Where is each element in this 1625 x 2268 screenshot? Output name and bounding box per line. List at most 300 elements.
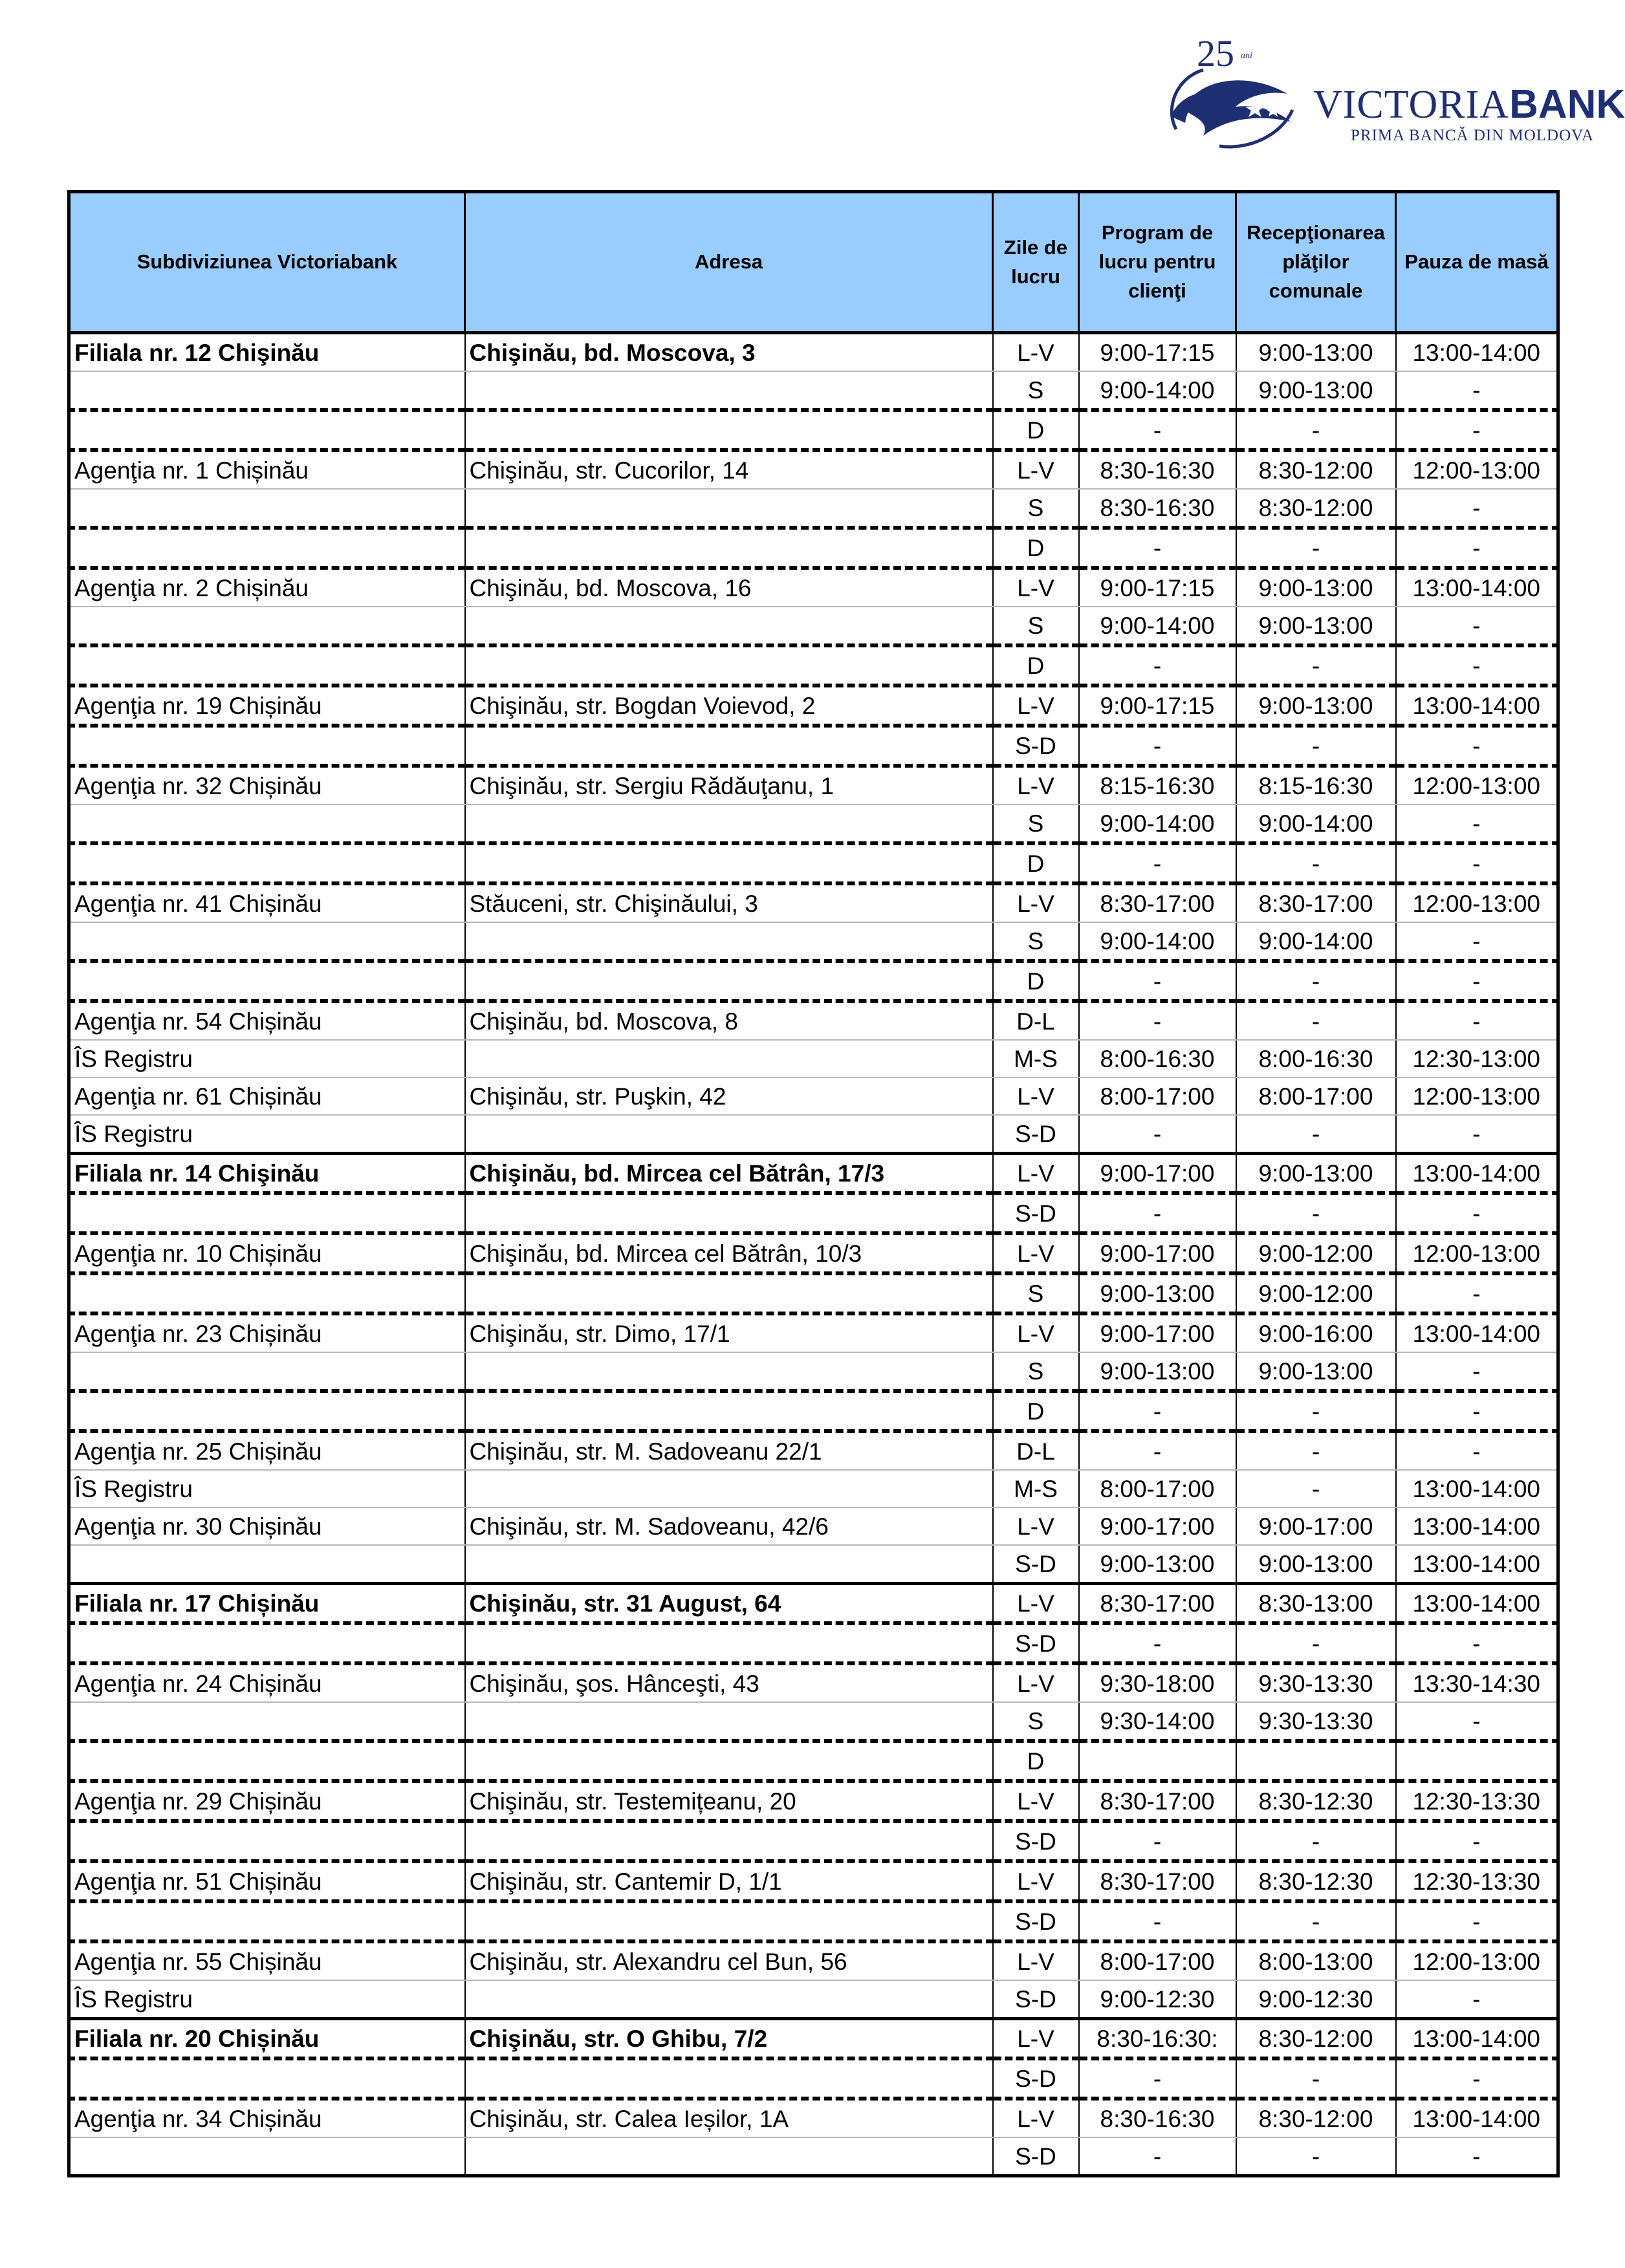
- branch-address: Chişinău, str. Alexandru cel Bun, 56: [465, 1941, 993, 1980]
- svg-text:ani: ani: [1241, 51, 1252, 61]
- utilities-payment-hours: -: [1236, 961, 1396, 1001]
- branch-address: Chişinău, str. Dimo, 17/1: [465, 1313, 993, 1352]
- branch-address: Chişinău, str. Calea Ieșilor, 1A: [465, 2099, 993, 2137]
- lunch-break: 13:00-14:00: [1396, 2099, 1558, 2137]
- branch-name: Agenţia nr. 29 Chișinău: [69, 1781, 465, 1821]
- branch-address: Chişinău, str. Testemițeanu, 20: [465, 1781, 993, 1821]
- working-days: L-V: [993, 2099, 1079, 2137]
- working-days: S-D: [993, 2058, 1079, 2099]
- branch-name: [69, 1901, 465, 1941]
- branch-address: Chişinău, str. M. Sadoveanu 22/1: [465, 1431, 993, 1470]
- client-hours: 9:30-18:00: [1079, 1663, 1236, 1702]
- utilities-payment-hours: 8:30-12:00: [1236, 489, 1396, 528]
- branch-name: [69, 2137, 465, 2176]
- lunch-break: 13:00-14:00: [1396, 1154, 1558, 1194]
- working-days: L-V: [993, 1861, 1079, 1901]
- logo-emblem-icon: [1158, 32, 1313, 155]
- client-hours: 9:00-13:00: [1079, 1352, 1236, 1391]
- lunch-break: -: [1396, 528, 1558, 568]
- branch-name: Agenţia nr. 51 Chișinău: [69, 1861, 465, 1901]
- utilities-payment-hours: 9:30-13:30: [1236, 1702, 1396, 1741]
- utilities-payment-hours: -: [1236, 1623, 1396, 1663]
- branch-address: [465, 371, 993, 410]
- branch-schedule-table: [67, 190, 1560, 2177]
- lunch-break: -: [1396, 805, 1558, 843]
- branch-name: Agenţia nr. 2 Chișinău: [69, 568, 465, 607]
- utilities-payment-hours: -: [1236, 1115, 1396, 1154]
- branch-name: [69, 726, 465, 766]
- client-hours: -: [1079, 1821, 1236, 1861]
- table-row: [69, 1233, 1558, 1273]
- branch-address: Chişinău, str. Cucorilor, 14: [465, 450, 993, 489]
- branch-name: Filiala nr. 20 Chișinău: [69, 2019, 465, 2059]
- table-row: [69, 1077, 1558, 1115]
- working-days: L-V: [993, 686, 1079, 726]
- header-address: Adresa: [465, 192, 993, 333]
- utilities-payment-hours: -: [1236, 1001, 1396, 1040]
- branch-name: [69, 489, 465, 528]
- utilities-payment-hours: -: [1236, 410, 1396, 450]
- utilities-payment-hours: -: [1236, 528, 1396, 568]
- utilities-payment-hours: 9:30-13:30: [1236, 1663, 1396, 1702]
- branch-address: [465, 1980, 993, 2019]
- working-days: D-L: [993, 1001, 1079, 1040]
- utilities-payment-hours: 9:00-13:00: [1236, 1154, 1396, 1194]
- table-row: [69, 1001, 1558, 1040]
- logo-tagline: PRIMA BANCĂ DIN MOLDOVA: [1351, 127, 1595, 144]
- branch-name: [69, 1741, 465, 1781]
- branch-address: [465, 1545, 993, 1584]
- lunch-break: -: [1396, 1821, 1558, 1861]
- working-days: S-D: [993, 1623, 1079, 1663]
- client-hours: 9:00-17:15: [1079, 686, 1236, 726]
- working-days: D-L: [993, 1431, 1079, 1470]
- table-row: [69, 843, 1558, 883]
- working-days: S-D: [993, 1901, 1079, 1941]
- working-days: L-V: [993, 766, 1079, 805]
- client-hours: -: [1079, 1193, 1236, 1233]
- brand-light: VICTORIA: [1313, 83, 1510, 127]
- branch-name: [69, 843, 465, 883]
- working-days: D: [993, 1391, 1079, 1431]
- utilities-payment-hours: 9:00-12:00: [1236, 1273, 1396, 1313]
- utilities-payment-hours: -: [1236, 1431, 1396, 1470]
- lunch-break: -: [1396, 1193, 1558, 1233]
- table-row: [69, 333, 1558, 372]
- branch-name: [69, 2058, 465, 2099]
- header-lunch-break: Pauza de masă: [1396, 192, 1558, 333]
- working-days: D: [993, 410, 1079, 450]
- client-hours: -: [1079, 528, 1236, 568]
- lunch-break: 12:00-13:00: [1396, 766, 1558, 805]
- branch-name: [69, 607, 465, 645]
- table-row: [69, 1193, 1558, 1233]
- branch-name: [69, 371, 465, 410]
- utilities-payment-hours: 8:00-13:00: [1236, 1941, 1396, 1980]
- branch-name: [69, 1391, 465, 1431]
- lunch-break: 13:00-14:00: [1396, 1313, 1558, 1352]
- lunch-break: 12:00-13:00: [1396, 1233, 1558, 1273]
- client-hours: [1079, 1741, 1236, 1781]
- table-row: [69, 1741, 1558, 1781]
- branch-address: [465, 1470, 993, 1507]
- branch-address: Chişinău, şos. Hânceşti, 43: [465, 1663, 993, 1702]
- branch-address: Chişinău, str. M. Sadoveanu, 42/6: [465, 1507, 993, 1545]
- table-row: [69, 1115, 1558, 1154]
- working-days: S-D: [993, 726, 1079, 766]
- branch-address: [465, 961, 993, 1001]
- working-days: S-D: [993, 1115, 1079, 1154]
- working-days: L-V: [993, 1781, 1079, 1821]
- table-row: [69, 528, 1558, 568]
- table-row: [69, 2137, 1558, 2176]
- client-hours: 8:30-17:00: [1079, 883, 1236, 922]
- table-row: [69, 1663, 1558, 1702]
- table-row: [69, 1545, 1558, 1584]
- utilities-payment-hours: -: [1236, 2058, 1396, 2099]
- working-days: L-V: [993, 333, 1079, 372]
- working-days: D: [993, 645, 1079, 686]
- utilities-payment-hours: 8:30-12:00: [1236, 450, 1396, 489]
- working-days: L-V: [993, 1233, 1079, 1273]
- branch-address: Chişinău, str. Puşkin, 42: [465, 1077, 993, 1115]
- lunch-break: -: [1396, 1001, 1558, 1040]
- working-days: D: [993, 961, 1079, 1001]
- branch-name: Agenţia nr. 25 Chișinău: [69, 1431, 465, 1470]
- utilities-payment-hours: 8:30-12:00: [1236, 2099, 1396, 2137]
- branch-name: Agenţia nr. 24 Chișinău: [69, 1663, 465, 1702]
- client-hours: 8:00-17:00: [1079, 1470, 1236, 1507]
- lunch-break: 13:00-14:00: [1396, 568, 1558, 607]
- branch-address: [465, 2137, 993, 2176]
- lunch-break: 13:00-14:00: [1396, 1470, 1558, 1507]
- utilities-payment-hours: 8:00-17:00: [1236, 1077, 1396, 1115]
- utilities-payment-hours: 9:00-13:00: [1236, 333, 1396, 372]
- branch-name: Agenţia nr. 41 Chișinău: [69, 883, 465, 922]
- utilities-payment-hours: -: [1236, 843, 1396, 883]
- utilities-payment-hours: -: [1236, 2137, 1396, 2176]
- branch-name: [69, 1545, 465, 1584]
- working-days: L-V: [993, 1154, 1079, 1194]
- lunch-break: 13:30-14:30: [1396, 1663, 1558, 1702]
- utilities-payment-hours: 9:00-12:30: [1236, 1980, 1396, 2019]
- branch-address: [465, 922, 993, 961]
- client-hours: -: [1079, 726, 1236, 766]
- working-days: S: [993, 1273, 1079, 1313]
- working-days: D: [993, 528, 1079, 568]
- lunch-break: -: [1396, 961, 1558, 1001]
- lunch-break: 12:30-13:30: [1396, 1861, 1558, 1901]
- branch-address: Chişinău, str. Cantemir D, 1/1: [465, 1861, 993, 1901]
- table-row: [69, 1431, 1558, 1470]
- anniversary-number: 25: [1197, 32, 1234, 74]
- table-row: [69, 1941, 1558, 1980]
- utilities-payment-hours: 9:00-16:00: [1236, 1313, 1396, 1352]
- lunch-break: -: [1396, 1273, 1558, 1313]
- branch-address: Chişinău, str. 31 August, 64: [465, 1584, 993, 1624]
- utilities-payment-hours: -: [1236, 1391, 1396, 1431]
- branch-name: ÎS Registru: [69, 1115, 465, 1154]
- lunch-break: 12:30-13:00: [1396, 1040, 1558, 1077]
- branch-name: [69, 528, 465, 568]
- branch-name: Agenţia nr. 19 Chișinău: [69, 686, 465, 726]
- table-row: [69, 686, 1558, 726]
- lunch-break: 12:00-13:00: [1396, 1941, 1558, 1980]
- utilities-payment-hours: -: [1236, 1901, 1396, 1941]
- lunch-break: -: [1396, 2058, 1558, 2099]
- branch-address: [465, 607, 993, 645]
- branch-name: Filiala nr. 14 Chişinău: [69, 1154, 465, 1194]
- branch-name: Agenţia nr. 54 Chișinău: [69, 1001, 465, 1040]
- client-hours: 9:00-17:15: [1079, 333, 1236, 372]
- utilities-payment-hours: -: [1236, 726, 1396, 766]
- working-days: L-V: [993, 1507, 1079, 1545]
- table-row: [69, 1313, 1558, 1352]
- lunch-break: -: [1396, 2137, 1558, 2176]
- lunch-break: -: [1396, 922, 1558, 961]
- working-days: S-D: [993, 2137, 1079, 2176]
- client-hours: -: [1079, 410, 1236, 450]
- branch-name: Agenţia nr. 1 Chișinău: [69, 450, 465, 489]
- working-days: D: [993, 843, 1079, 883]
- branch-name: [69, 961, 465, 1001]
- client-hours: 9:00-17:00: [1079, 1154, 1236, 1194]
- utilities-payment-hours: 9:00-12:00: [1236, 1233, 1396, 1273]
- branch-name: Agenţia nr. 55 Chișinău: [69, 1941, 465, 1980]
- branch-address: [465, 1115, 993, 1154]
- client-hours: -: [1079, 961, 1236, 1001]
- branch-name: Agenţia nr. 23 Chișinău: [69, 1313, 465, 1352]
- lunch-break: -: [1396, 1980, 1558, 2019]
- client-hours: 9:00-14:00: [1079, 922, 1236, 961]
- branch-address: [465, 2058, 993, 2099]
- working-days: S-D: [993, 1980, 1079, 2019]
- table-row: [69, 1470, 1558, 1507]
- table-row: [69, 1980, 1558, 2019]
- working-days: L-V: [993, 568, 1079, 607]
- client-hours: 9:00-17:00: [1079, 1313, 1236, 1352]
- branch-name: [69, 1623, 465, 1663]
- branch-address: Chişinău, str. Bogdan Voievod, 2: [465, 686, 993, 726]
- table-row: [69, 568, 1558, 607]
- table-body: [69, 333, 1558, 2176]
- lunch-break: -: [1396, 645, 1558, 686]
- utilities-payment-hours: 9:00-14:00: [1236, 922, 1396, 961]
- branch-name: ÎS Registru: [69, 1040, 465, 1077]
- working-days: L-V: [993, 2019, 1079, 2059]
- branch-name: [69, 410, 465, 450]
- table-row: [69, 961, 1558, 1001]
- utilities-payment-hours: 9:00-14:00: [1236, 805, 1396, 843]
- utilities-payment-hours: [1236, 1741, 1396, 1781]
- client-hours: -: [1079, 1431, 1236, 1470]
- table-row: [69, 410, 1558, 450]
- branch-name: [69, 645, 465, 686]
- client-hours: 8:30-17:00: [1079, 1861, 1236, 1901]
- lunch-break: -: [1396, 1702, 1558, 1741]
- utilities-payment-hours: 9:00-13:00: [1236, 371, 1396, 410]
- header-days: Zile de lucru: [993, 192, 1079, 333]
- branch-name: Agenţia nr. 32 Chișinău: [69, 766, 465, 805]
- lunch-break: -: [1396, 1115, 1558, 1154]
- lunch-break: -: [1396, 726, 1558, 766]
- table-row: [69, 645, 1558, 686]
- table-row: [69, 1781, 1558, 1821]
- utilities-payment-hours: 9:00-13:00: [1236, 1545, 1396, 1584]
- working-days: S: [993, 805, 1079, 843]
- branch-address: [465, 1391, 993, 1431]
- utilities-payment-hours: 9:00-13:00: [1236, 1352, 1396, 1391]
- logo-brand-text: [1313, 81, 1625, 128]
- branch-address: Chişinău, bd. Moscova, 8: [465, 1001, 993, 1040]
- working-days: L-V: [993, 1313, 1079, 1352]
- table-row: [69, 1273, 1558, 1313]
- lunch-break: 12:30-13:30: [1396, 1781, 1558, 1821]
- client-hours: -: [1079, 2058, 1236, 2099]
- working-days: L-V: [993, 1077, 1079, 1115]
- branch-address: [465, 528, 993, 568]
- client-hours: 9:00-13:00: [1079, 1273, 1236, 1313]
- lunch-break: 12:00-13:00: [1396, 1077, 1558, 1115]
- client-hours: -: [1079, 2137, 1236, 2176]
- branch-address: [465, 1821, 993, 1861]
- working-days: S-D: [993, 1821, 1079, 1861]
- table-row: [69, 1702, 1558, 1741]
- utilities-payment-hours: 8:30-12:00: [1236, 2019, 1396, 2059]
- utilities-payment-hours: 9:00-17:00: [1236, 1507, 1396, 1545]
- lunch-break: 13:00-14:00: [1396, 333, 1558, 372]
- utilities-payment-hours: 8:15-16:30: [1236, 766, 1396, 805]
- utilities-payment-hours: 8:30-12:30: [1236, 1861, 1396, 1901]
- branch-address: [465, 1193, 993, 1233]
- client-hours: 9:00-14:00: [1079, 805, 1236, 843]
- client-hours: -: [1079, 1901, 1236, 1941]
- branch-address: [465, 1741, 993, 1781]
- table-row: [69, 1623, 1558, 1663]
- table-row: [69, 1821, 1558, 1861]
- branch-address: Chişinău, bd. Moscova, 16: [465, 568, 993, 607]
- table-row: [69, 607, 1558, 645]
- client-hours: 8:30-17:00: [1079, 1584, 1236, 1624]
- lunch-break: -: [1396, 607, 1558, 645]
- branch-address: Chişinău, str. Sergiu Rădăuţanu, 1: [465, 766, 993, 805]
- lunch-break: -: [1396, 1623, 1558, 1663]
- client-hours: 8:00-16:30: [1079, 1040, 1236, 1077]
- table-row: [69, 450, 1558, 489]
- branch-address: [465, 645, 993, 686]
- branch-address: [465, 1352, 993, 1391]
- client-hours: 9:00-14:00: [1079, 607, 1236, 645]
- branch-address: [465, 1702, 993, 1741]
- table-row: [69, 1507, 1558, 1545]
- lunch-break: 13:00-14:00: [1396, 1545, 1558, 1584]
- client-hours: -: [1079, 1391, 1236, 1431]
- lunch-break: -: [1396, 489, 1558, 528]
- lunch-break: -: [1396, 410, 1558, 450]
- table-row: [69, 2099, 1558, 2137]
- branch-address: [465, 410, 993, 450]
- client-hours: 9:00-14:00: [1079, 371, 1236, 410]
- branch-name: Agenţia nr. 10 Chișinău: [69, 1233, 465, 1273]
- working-days: L-V: [993, 1584, 1079, 1624]
- table-row: [69, 1154, 1558, 1194]
- branch-address: Chişinău, bd. Mircea cel Bătrân, 10/3: [465, 1233, 993, 1273]
- table-row: [69, 1040, 1558, 1077]
- table-row: [69, 1584, 1558, 1624]
- header-program: Program de lucru pentru clienţi: [1079, 192, 1236, 333]
- lunch-break: [1396, 1741, 1558, 1781]
- table-row: [69, 1861, 1558, 1901]
- utilities-payment-hours: 8:30-17:00: [1236, 883, 1396, 922]
- utilities-payment-hours: 9:00-13:00: [1236, 568, 1396, 607]
- branch-name: ÎS Registru: [69, 1980, 465, 2019]
- branch-name: Agenţia nr. 30 Chișinău: [69, 1507, 465, 1545]
- lunch-break: 12:00-13:00: [1396, 450, 1558, 489]
- lunch-break: 13:00-14:00: [1396, 1507, 1558, 1545]
- client-hours: 8:00-17:00: [1079, 1077, 1236, 1115]
- branch-name: Agenţia nr. 61 Chișinău: [69, 1077, 465, 1115]
- branch-name: [69, 1193, 465, 1233]
- utilities-payment-hours: -: [1236, 1821, 1396, 1861]
- lunch-break: 13:00-14:00: [1396, 2019, 1558, 2059]
- client-hours: 8:30-16:30: [1079, 450, 1236, 489]
- branch-address: Chişinău, bd. Mircea cel Bătrân, 17/3: [465, 1154, 993, 1194]
- table-row: [69, 922, 1558, 961]
- table-header-row: [69, 192, 1558, 333]
- client-hours: 8:30-16:30: [1079, 489, 1236, 528]
- utilities-payment-hours: 8:30-13:00: [1236, 1584, 1396, 1624]
- branch-name: [69, 1821, 465, 1861]
- branch-address: [465, 1273, 993, 1313]
- utilities-payment-hours: 8:00-16:30: [1236, 1040, 1396, 1077]
- working-days: S: [993, 1352, 1079, 1391]
- client-hours: 8:30-16:30: [1079, 2099, 1236, 2137]
- header-utilities-payments: Recepţionarea plăţilor comunale: [1236, 192, 1396, 333]
- branch-name: [69, 805, 465, 843]
- table-row: [69, 1352, 1558, 1391]
- branch-name: ÎS Registru: [69, 1470, 465, 1507]
- working-days: S-D: [993, 1545, 1079, 1584]
- working-days: S: [993, 1702, 1079, 1741]
- lunch-break: 12:00-13:00: [1396, 883, 1558, 922]
- utilities-payment-hours: 8:30-12:30: [1236, 1781, 1396, 1821]
- lunch-break: -: [1396, 1901, 1558, 1941]
- lunch-break: -: [1396, 371, 1558, 410]
- branch-name: [69, 1352, 465, 1391]
- client-hours: 8:30-16:30:: [1079, 2019, 1236, 2059]
- client-hours: 9:00-13:00: [1079, 1545, 1236, 1584]
- lunch-break: 13:00-14:00: [1396, 686, 1558, 726]
- lunch-break: -: [1396, 1391, 1558, 1431]
- branch-address: [465, 726, 993, 766]
- client-hours: 8:00-17:00: [1079, 1941, 1236, 1980]
- client-hours: -: [1079, 1623, 1236, 1663]
- utilities-payment-hours: -: [1236, 1470, 1396, 1507]
- utilities-payment-hours: 9:00-13:00: [1236, 607, 1396, 645]
- lunch-break: 13:00-14:00: [1396, 1584, 1558, 1624]
- client-hours: 9:00-12:30: [1079, 1980, 1236, 2019]
- branch-name: [69, 1702, 465, 1741]
- table-row: [69, 2058, 1558, 2099]
- working-days: S: [993, 607, 1079, 645]
- branch-address: [465, 489, 993, 528]
- branch-address: [465, 1040, 993, 1077]
- working-days: S: [993, 489, 1079, 528]
- branch-address: [465, 843, 993, 883]
- client-hours: 9:30-14:00: [1079, 1702, 1236, 1741]
- table-row: [69, 726, 1558, 766]
- table-row: [69, 1391, 1558, 1431]
